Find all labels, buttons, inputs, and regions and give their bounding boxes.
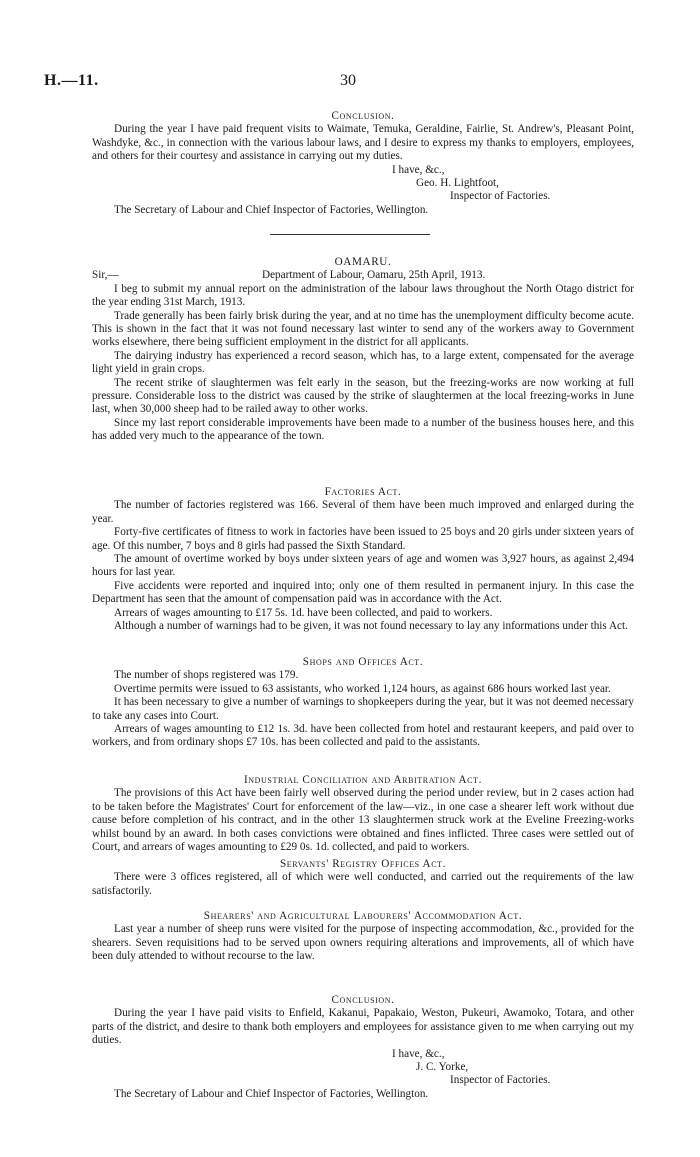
conclusion-section-2	[92, 994, 634, 1101]
arbitration-act-section	[92, 774, 634, 854]
section-heading: Conclusion.	[331, 994, 395, 1006]
section-divider	[270, 234, 430, 235]
paragraph: Since my last report considerable improvements have been made to a number of the business houses here, and this has added very much to the appearance of the town.	[92, 416, 634, 443]
paragraph: It has been necessary to give a number of warnings to shopkeepers during the year, but it was not deemed necessary to take any cases into Court.	[92, 696, 634, 722]
section-heading: Shearers' and Agricultural Labourers' Accommodation Act.	[203, 910, 523, 922]
paragraph: The recent strike of slaughtermen was felt early in the season, but the freezing-works are now working at full pressure. Considerable loss to the district was caused by the strike of slaughtermen at the local freezing-works in June last, when 30,000 sheep had to be railed away to other works.	[92, 376, 634, 416]
factories-act-section	[92, 486, 634, 633]
paragraph: There were 3 offices registered, all of which were well conducted, and carried out the requirements of the law satisfactorily.	[92, 871, 634, 897]
section-heading: Servants' Registry Offices Act.	[279, 858, 447, 870]
section-heading: Factories Act.	[324, 486, 402, 498]
paragraph: Forty-five certificates of fitness to work in factories have been issued to 25 boys and 20 girls under sixteen years of age. Of this number, 7 boys and 8 girls had passed the Sixth Standard.	[92, 526, 634, 552]
closing: I have, &c.,	[392, 163, 445, 176]
paragraph: During the year I have paid frequent visits to Waimate, Temuka, Geraldine, Fairlie, St. Andrew's, Pleasant Point, Washdyke, &c., in connection with the various labour laws, and I desire to express my thanks to employers, employees, and others for their courtesy and assistance in carrying out my duties.	[92, 123, 634, 163]
salutation-line	[92, 269, 634, 282]
signatory-title: Inspector of Factories.	[450, 190, 551, 203]
signature: J. C. Yorke,	[416, 1061, 469, 1074]
shops-act-section	[92, 656, 634, 750]
section-heading: Conclusion.	[331, 110, 395, 122]
paragraph: Five accidents were reported and inquired into; only one of them resulted in permanent injury. In this case the Department has seen that the amount of compensation paid was in accordance with the Act.	[92, 579, 634, 606]
oamaru-report	[92, 256, 634, 444]
paragraph: Last year a number of sheep runs were visited for the purpose of inspecting accommodation, &c., provided for the shearers. Seven requisitions had to be served upon owners requiring alterations and improvements, all of which have been duly attended to without recourse to the law.	[92, 923, 634, 963]
report-heading: OAMARU.	[334, 256, 392, 268]
conclusion-section-1	[92, 110, 634, 217]
closing: I have, &c.,	[392, 1047, 445, 1060]
shearers-act-section	[92, 910, 634, 964]
paragraph: Arrears of wages amounting to £12 1s. 3d. have been collected from hotel and restaurant keepers, and paid over to workers, and from ordinary shops £7 10s. has been collected and paid to the assistants.	[92, 723, 634, 749]
paragraph: The amount of overtime worked by boys under sixteen years of age and women was 3,927 hours, as against 2,494 hours for last year.	[92, 553, 634, 579]
addressee: The Secretary of Labour and Chief Inspector of Factories, Wellington.	[114, 1087, 429, 1100]
paragraph: The number of factories registered was 166. Several of them have been much improved and enlarged during the year.	[92, 499, 634, 525]
salutation: Sir,—	[92, 269, 119, 282]
paragraph: The dairying industry has experienced a record season, which has, to a large extent, compensated for the average light yield in grain crops.	[92, 349, 634, 376]
dateline: Department of Labour, Oamaru, 25th April, 1913.	[262, 269, 486, 282]
document-reference: H.—11.	[44, 72, 99, 89]
addressee: The Secretary of Labour and Chief Inspector of Factories, Wellington.	[114, 203, 429, 216]
servants-registry-section	[92, 858, 634, 898]
signatory-title: Inspector of Factories.	[450, 1074, 551, 1087]
paragraph: The provisions of this Act have been fairly well observed during the period under review, but in 2 cases action had to be taken before the Magistrates' Court for enforcement of the law—viz., in one case a shearer left work without due cause before completion of his contract, and in the other 13 slaughtermen struck work at the Eveline Freezing-works whilst bound by an award. In both cases convictions were obtained and fines inflicted. Three cases were settled out of Court, and arrears of wages amounting to £29 0s. 1d. collected, and paid to workers.	[92, 787, 634, 854]
paragraph: Arrears of wages amounting to £17 5s. 1d. have been collected, and paid to workers.	[114, 606, 493, 619]
paragraph: The number of shops registered was 179.	[114, 669, 299, 682]
signature: Geo. H. Lightfoot,	[416, 177, 499, 190]
paragraph: During the year I have paid visits to Enfield, Kakanui, Papakaio, Weston, Pukeuri, Awamoko, Totara, and other parts of the district, and desire to thank both employers and employees for assistance given to me when carrying out my duties.	[92, 1007, 634, 1047]
page-number: 30	[340, 72, 356, 89]
paragraph: Trade generally has been fairly brisk during the year, and at no time has the unemployment difficulty become acute. This is shown in the fact that it was not found necessary last winter to send any of the workers away to Government works elsewhere, there being sufficient employment in the district for all applicants.	[92, 309, 634, 349]
paragraph: I beg to submit my annual report on the administration of the labour laws throughout the North Otago district for the year ending 31st March, 1913.	[92, 282, 634, 309]
section-heading: Shops and Offices Act.	[302, 656, 424, 668]
section-heading: Industrial Conciliation and Arbitration Act.	[243, 774, 483, 786]
paragraph: Although a number of warnings had to be given, it was not found necessary to lay any informations under this Act.	[114, 620, 628, 633]
paragraph: Overtime permits were issued to 63 assistants, who worked 1,124 hours, as against 686 hours worked last year.	[114, 682, 611, 695]
